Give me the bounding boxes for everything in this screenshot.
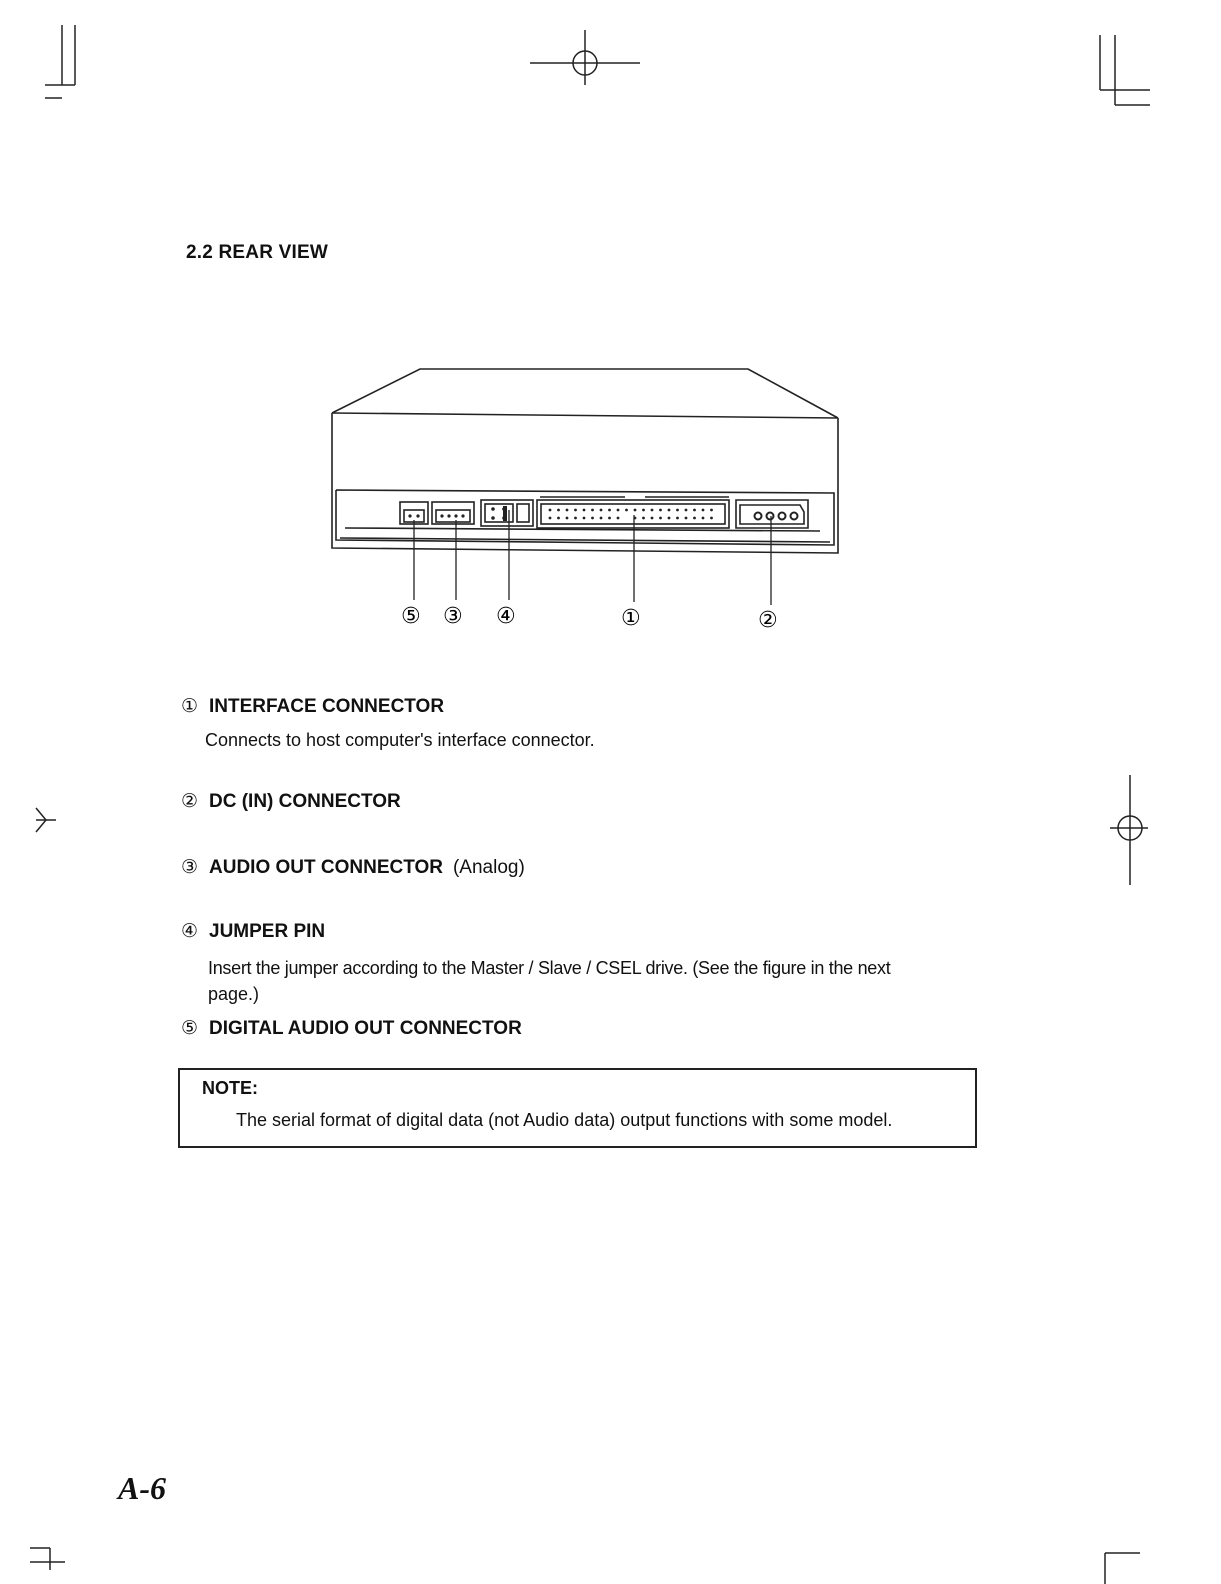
item-number: ③ xyxy=(181,857,199,878)
interface-pin xyxy=(591,517,594,520)
interface-pin xyxy=(659,509,662,512)
interface-pin xyxy=(693,509,696,512)
interface-pin xyxy=(702,517,705,520)
item-description-line-1: Insert the jumper according to the Master / Slave / CSEL drive. (See the figure in the next xyxy=(208,958,891,978)
interface-pin xyxy=(600,517,603,520)
callout-3: ③ xyxy=(443,604,463,629)
item-title: DC (IN) CONNECTOR xyxy=(209,791,401,812)
callout-2: ② xyxy=(758,608,778,633)
callout-4: ④ xyxy=(496,604,516,629)
interface-pin xyxy=(583,509,586,512)
item-title: AUDIO OUT CONNECTOR xyxy=(209,857,443,878)
interface-pin xyxy=(659,517,662,520)
interface-pin xyxy=(583,517,586,520)
item-digital-audio-out-connector xyxy=(181,1017,522,1040)
note-text: The serial format of digital data (not Audio data) output functions with some model. xyxy=(236,1110,893,1130)
item-suffix: (Analog) xyxy=(452,857,525,878)
interface-pin xyxy=(549,517,552,520)
interface-pin xyxy=(642,509,645,512)
interface-pin xyxy=(702,509,705,512)
callout-5: ⑤ xyxy=(401,604,421,629)
interface-pin xyxy=(676,517,679,520)
interface-pin xyxy=(693,517,696,520)
item-description-line-2: page.) xyxy=(208,984,260,1004)
page-number: A-6 xyxy=(118,1470,166,1506)
note-box xyxy=(178,1068,977,1148)
interface-pin xyxy=(668,517,671,520)
interface-pin xyxy=(557,509,560,512)
interface-pin xyxy=(685,517,688,520)
item-title: INTERFACE CONNECTOR xyxy=(209,696,445,717)
interface-pin xyxy=(617,517,620,520)
interface-pin xyxy=(608,509,611,512)
item-number: ④ xyxy=(181,921,199,942)
item-description: Connects to host computer's interface connector. xyxy=(205,730,595,750)
item-dc-in-connector xyxy=(181,790,401,813)
interface-pin xyxy=(574,509,577,512)
interface-pin xyxy=(651,509,654,512)
interface-pin xyxy=(710,509,713,512)
interface-pin xyxy=(676,509,679,512)
interface-pin xyxy=(566,517,569,520)
interface-pin xyxy=(651,517,654,520)
interface-pin xyxy=(617,509,620,512)
interface-pin xyxy=(668,509,671,512)
note-label: NOTE: xyxy=(202,1078,258,1098)
chassis-top xyxy=(332,369,838,418)
interface-pin xyxy=(685,509,688,512)
interface-pin xyxy=(591,509,594,512)
callout-1: ① xyxy=(621,606,641,631)
interface-pin xyxy=(549,509,552,512)
interface-pin xyxy=(600,509,603,512)
item-audio-out-connector xyxy=(181,856,525,879)
audio-out-connector xyxy=(432,502,474,524)
interface-pin xyxy=(634,509,637,512)
item-title: JUMPER PIN xyxy=(209,921,326,942)
item-title: DIGITAL AUDIO OUT CONNECTOR xyxy=(209,1018,522,1039)
interface-pin xyxy=(574,517,577,520)
interface-pin xyxy=(625,509,628,512)
interface-pin xyxy=(566,509,569,512)
item-jumper-pin xyxy=(181,920,325,943)
section-title: 2.2 REAR VIEW xyxy=(186,242,328,263)
item-number: ⑤ xyxy=(181,1018,199,1039)
item-number: ② xyxy=(181,791,199,812)
interface-pin xyxy=(710,517,713,520)
item-interface-connector xyxy=(181,695,444,718)
item-number: ① xyxy=(181,696,199,717)
interface-pin xyxy=(557,517,560,520)
interface-pin xyxy=(642,517,645,520)
interface-pin xyxy=(608,517,611,520)
chassis-body xyxy=(332,413,838,553)
